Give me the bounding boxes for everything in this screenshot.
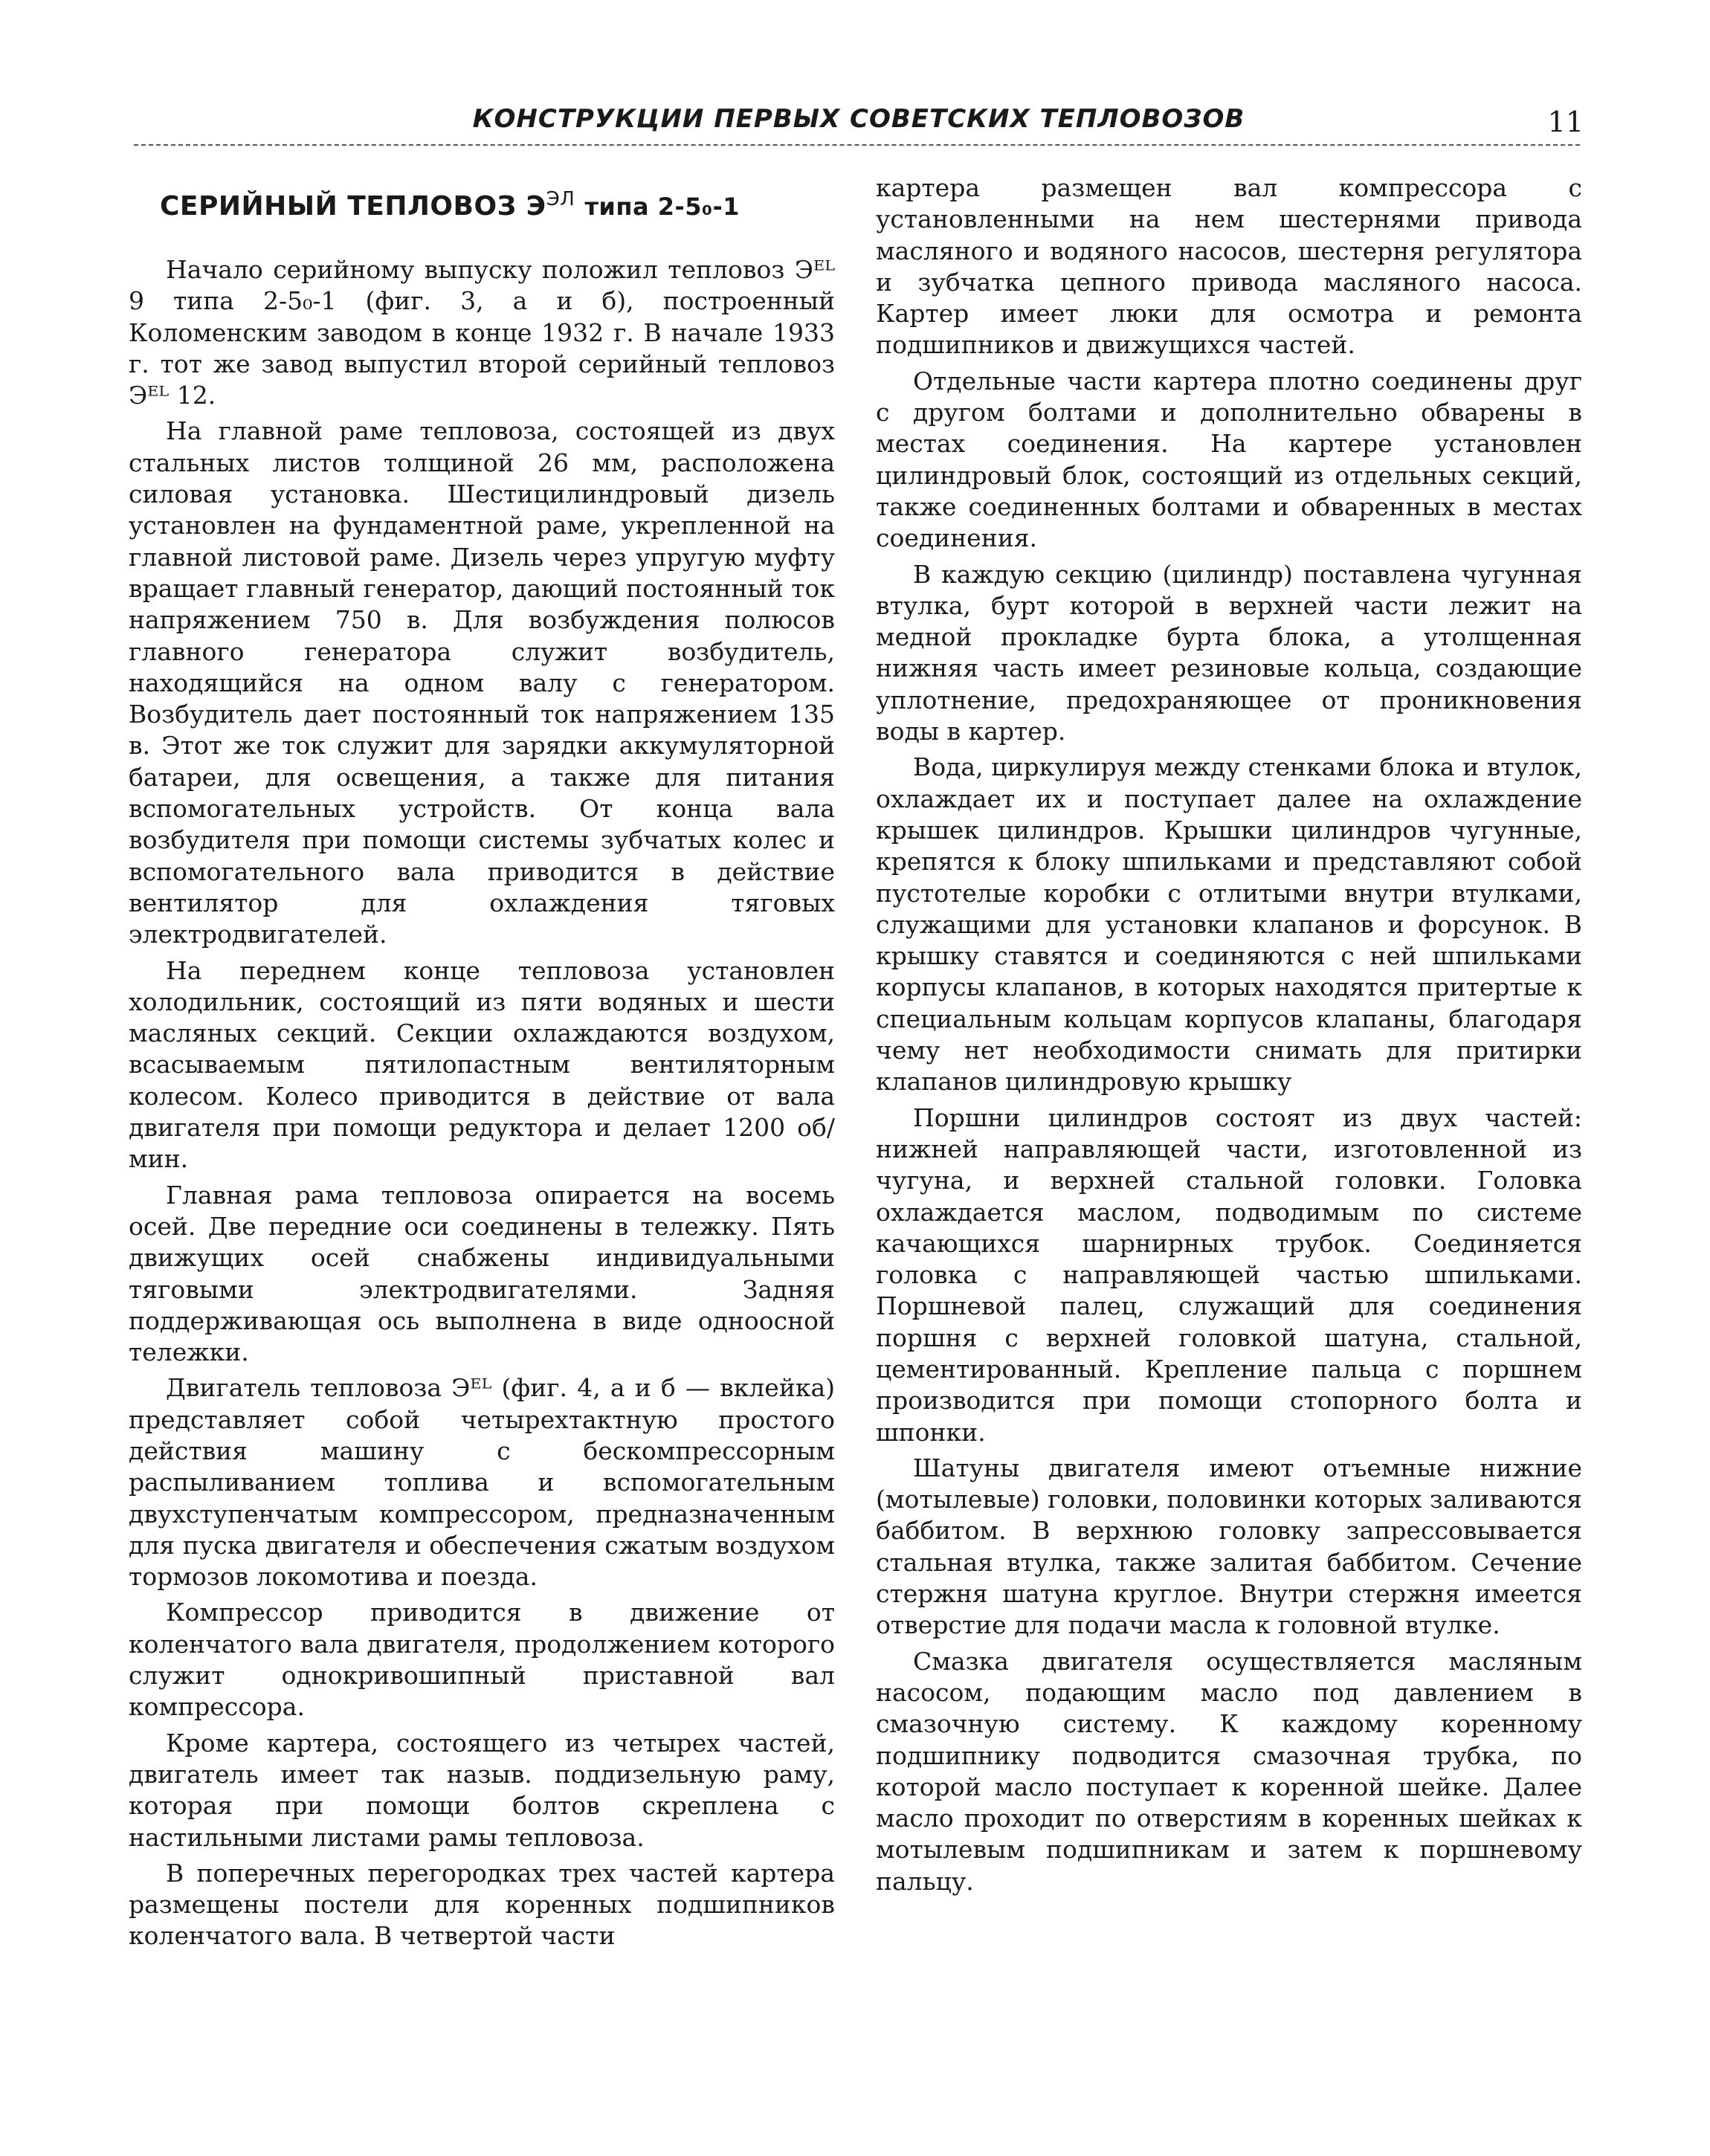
paragraph: Отдельные части картера плотно соединены друг с другом болтами и дополнительно обварены в местах соединения. На картере установлен цилиндровый блок, состоящий из отдельных секций, также соединенных болтами и обваренных в местах соединения.	[876, 366, 1582, 553]
page-number: 11	[1547, 106, 1584, 138]
right-column	[876, 172, 1582, 1902]
paragraph-continuation: картера размещен вал компрессора с установленными на нем шестернями привода масляного и водяного насосов, шестерня регулятора и зубчатка цепного привода масляного насоса. Картер имеет люки для осмотра и ремонта подшипников и движущихся частей.	[876, 173, 1582, 360]
paragraph: На переднем конце тепловоза установлен холодильник, состоящий из пяти водяных и шести масляных секций. Секции охлаждаются воздухом, всасываемым пятилопастным вентиляторным колесом. Колесо приводится в действие от вала двигателя при помощи редуктора и делает 1200 об/мин.	[129, 955, 835, 1174]
heading-main: СЕРИЙНЫЙ ТЕПЛОВОЗ Э	[160, 191, 546, 222]
left-column	[129, 172, 835, 1957]
paragraph: Вода, циркулируя между стенками блока и втулок, охлаждает их и поступает далее на охлаждение крышек цилиндров. Крышки цилиндров чугунные, крепятся к блоку шпильками и представляют собой пустотелые коробки с отлитыми внутри втулками, служащими для установки клапанов и форсунок. В крышку ставятся и соединяются с ней шпильками корпусы клапанов, в которых находятся притертые к специальным кольцам корпусов клапаны, благодаря чему нет необходимости снимать для притирки клапанов цилиндровую крышку	[876, 752, 1582, 1097]
heading-type: типа 2-5₀-1	[584, 193, 741, 221]
paragraph: Кроме картера, состоящего из четырех частей, двигатель имеет так назыв. поддизельную раму, которая при помощи болтов скреплена с настильными листами рамы тепловоза.	[129, 1728, 835, 1852]
paragraph: Шатуны двигателя имеют отъемные нижние (мотылевые) головки, половинки которых заливаются баббитом. В верхнюю головку запрессовывается стальная втулка, также залитая баббитом. Сечение стержня шатуна круглое. Внутри стержня имеется отверстие для подачи масла к головной втулке.	[876, 1453, 1582, 1640]
paragraph: В каждую секцию (цилиндр) поставлена чугунная втулка, бурт которой в верхней части лежит на медной прокладке бурта блока, а утолщенная нижняя часть имеет резиновые кольца, создающие уплотнение, предохраняющее от проникновения воды в картер.	[876, 559, 1582, 746]
paragraph: Поршни цилиндров состоят из двух частей: нижней направляющей части, изготовленной из чугуна, и верхней стальной головки. Головка охлаждается маслом, подводимым по системе качающихся шарнирных трубок. Соединяется головка с направляющей частью шпильками. Поршневой палец, служащий для соединения поршня с верхней головкой шатуна, стальной, цементированный. Крепление пальца с поршнем производится при помощи стопорного болта и шпонки.	[876, 1103, 1582, 1447]
section-heading	[160, 181, 835, 225]
heading-superscript: ЭЛ	[546, 188, 575, 210]
running-title: КОНСТРУКЦИИ ПЕРВЫХ СОВЕТСКИХ ТЕПЛОВОЗОВ	[472, 104, 1245, 134]
paragraph: Начало серийному выпуску положил тепловоз Эᴱᴸ 9 типа 2-5₀-1 (фиг. 3, а и б), построенный Коломенским заводом в конце 1932 г. В начале 1933 г. тот же завод выпустил второй серийный тепловоз Эᴱᴸ 12.	[129, 255, 835, 410]
running-header	[134, 104, 1584, 141]
paragraph: Двигатель тепловоза Эᴱᴸ (фиг. 4, а и б — вклейка) представляет собой четырехтактную простого действия машину с бескомпрессорным распыливанием топлива и вспомогательным двухступенчатым компрессором, предназначенным для пуска двигателя и обеспечения сжатым воздухом тормозов локомотива и поезда.	[129, 1373, 835, 1592]
paragraph: На главной раме тепловоза, состоящей из двух стальных листов толщиной 26 мм, расположена силовая установка. Шестицилиндровый дизель установлен на фундаментной раме, укрепленной на главной листовой раме. Дизель через упругую муфту вращает главный генератор, дающий постоянный ток напряжением 750 в. Для возбуждения полюсов главного генератора служит возбудитель, находящийся на одном валу с генератором. Возбудитель дает постоянный ток напряжением 135 в. Этот же ток служит для зарядки аккумуляторной батареи, для освещения, а также для питания вспомогательных устройств. От конца вала возбудителя при помощи системы зубчатых колес и вспомогательного вала приводится в действие вентилятор для охлаждения тяговых электродвигателей.	[129, 416, 835, 949]
paragraph: В поперечных перегородках трех частей картера размещены постели для коренных подшипников коленчатого вала. В четвертой части	[129, 1858, 835, 1951]
paragraph: Смазка двигателя осуществляется масляным насосом, подающим масло под давлением в смазочную систему. К каждому коренному подшипнику подводится смазочная трубка, по которой масло поступает к коренной шейке. Далее масло проходит по отверстиям в коренных шейках к мотылевым подшипникам и затем к поршневому пальцу.	[876, 1646, 1582, 1896]
header-rule	[134, 144, 1580, 146]
paragraph: Компрессор приводится в движение от коленчатого вала двигателя, продолжением которого служит однокривошипный приставной вал компрессора.	[129, 1598, 835, 1722]
paragraph: Главная рама тепловоза опирается на восемь осей. Две передние оси соединены в тележку. Пять движущих осей снабжены индивидуальными тяговыми электродвигателями. Задняя поддерживающая ось выполнена в виде одноосной тележки.	[129, 1180, 835, 1367]
